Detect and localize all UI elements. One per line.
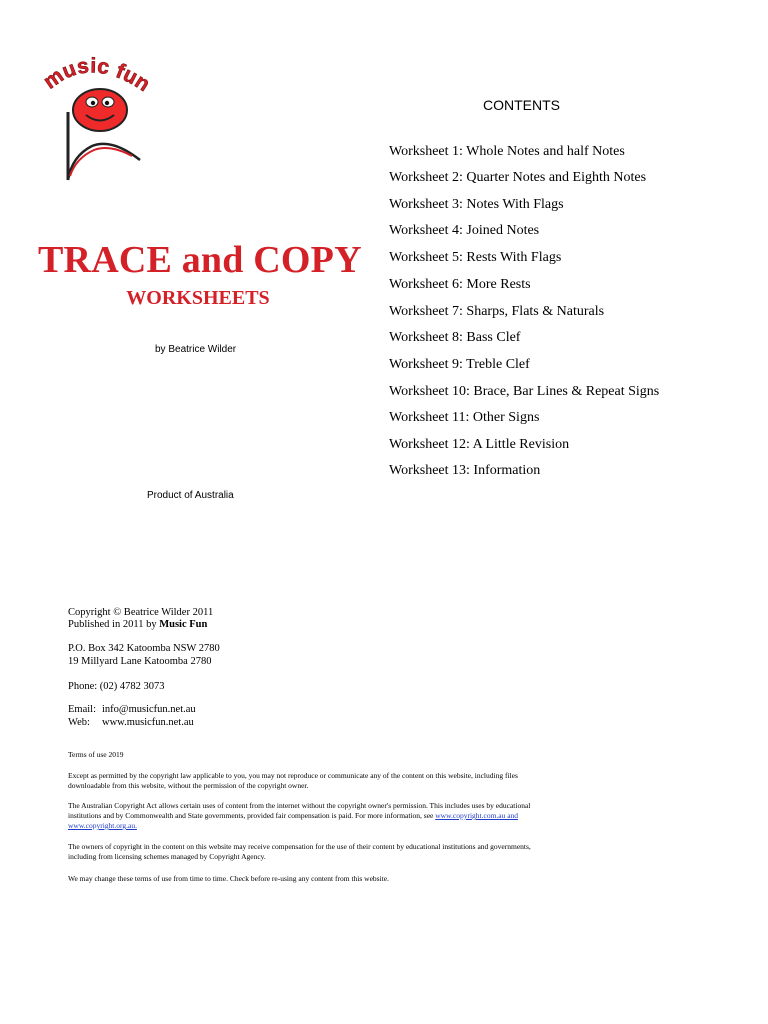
contents-item: Worksheet 5: Rests With Flags — [389, 250, 562, 265]
copyright-line: Copyright © Beatrice Wilder 2011 — [68, 607, 214, 618]
contents-item: Worksheet 10: Brace, Bar Lines & Repeat Signs — [389, 384, 660, 399]
terms-heading: Terms of use 2019 — [68, 750, 124, 759]
contents-item: Worksheet 12: A Little Revision — [389, 437, 570, 452]
terms-paragraph: The owners of copyright in the content on this website may receive compensation for the use of their content by educational institutions and governments, including from licensing schemes managed by Copyright Agency. — [68, 842, 531, 861]
web-label: Web: — [68, 717, 90, 728]
published-line — [68, 619, 207, 631]
contents-item: Worksheet 7: Sharps, Flats & Naturals — [389, 304, 605, 319]
contents-item: Worksheet 2: Quarter Notes and Eighth Notes — [389, 170, 647, 185]
po-box-line: P.O. Box 342 Katoomba NSW 2780 — [68, 643, 220, 654]
music-note-mascot-icon — [44, 52, 148, 192]
music-fun-logo — [44, 52, 148, 192]
web-line — [68, 717, 194, 729]
contents-item: Worksheet 8: Bass Clef — [389, 330, 521, 345]
contents-item: Worksheet 13: Information — [389, 463, 541, 478]
product-origin: Product of Australia — [147, 490, 234, 501]
contents-heading: CONTENTS — [483, 97, 560, 113]
author-byline: by Beatrice Wilder — [155, 344, 237, 355]
contents-item: Worksheet 1: Whole Notes and half Notes — [389, 144, 625, 159]
contents-item: Worksheet 11: Other Signs — [389, 410, 540, 425]
phone-line: Phone: (02) 4782 3073 — [68, 681, 165, 692]
contents-item: Worksheet 6: More Rests — [389, 277, 531, 292]
publisher-name: Music Fun — [159, 619, 208, 630]
terms-paragraph-text: The Australian Copyright Act allows certain uses of content from the internet without the copyright owner's permission. This includes uses by educational institutions and by Commonwealth and State governments, provided fair compensation is paid. For more information, see — [68, 801, 531, 820]
published-prefix: Published in 2011 by — [68, 619, 160, 630]
terms-paragraph: Except as permitted by the copyright law applicable to you, you may not reproduce or communicate any of the content on this website, including files downloadable from this website, without the permission of the copyright owner. — [68, 771, 518, 790]
contents-item: Worksheet 3: Notes With Flags — [389, 197, 564, 212]
email-label: Email: — [68, 704, 96, 715]
contents-item: Worksheet 4: Joined Notes — [389, 223, 540, 238]
street-address-line: 19 Millyard Lane Katoomba 2780 — [68, 656, 212, 667]
copyright-links[interactable]: www.copyright.com.au and www.copyright.org.au. — [68, 811, 519, 830]
email-address: info@musicfun.net.au — [102, 704, 196, 715]
email-line — [68, 704, 196, 716]
terms-paragraph — [68, 801, 538, 831]
logo-lettering: usic fu — [59, 54, 142, 90]
web-address: www.musicfun.net.au — [102, 717, 194, 728]
page-title: TRACE and COPY — [38, 239, 362, 281]
terms-paragraph: We may change these terms of use from time to time. Check before re-using any content from this website. — [68, 874, 389, 883]
page-subtitle: WORKSHEETS — [126, 287, 270, 309]
contents-item: Worksheet 9: Treble Clef — [389, 357, 530, 372]
